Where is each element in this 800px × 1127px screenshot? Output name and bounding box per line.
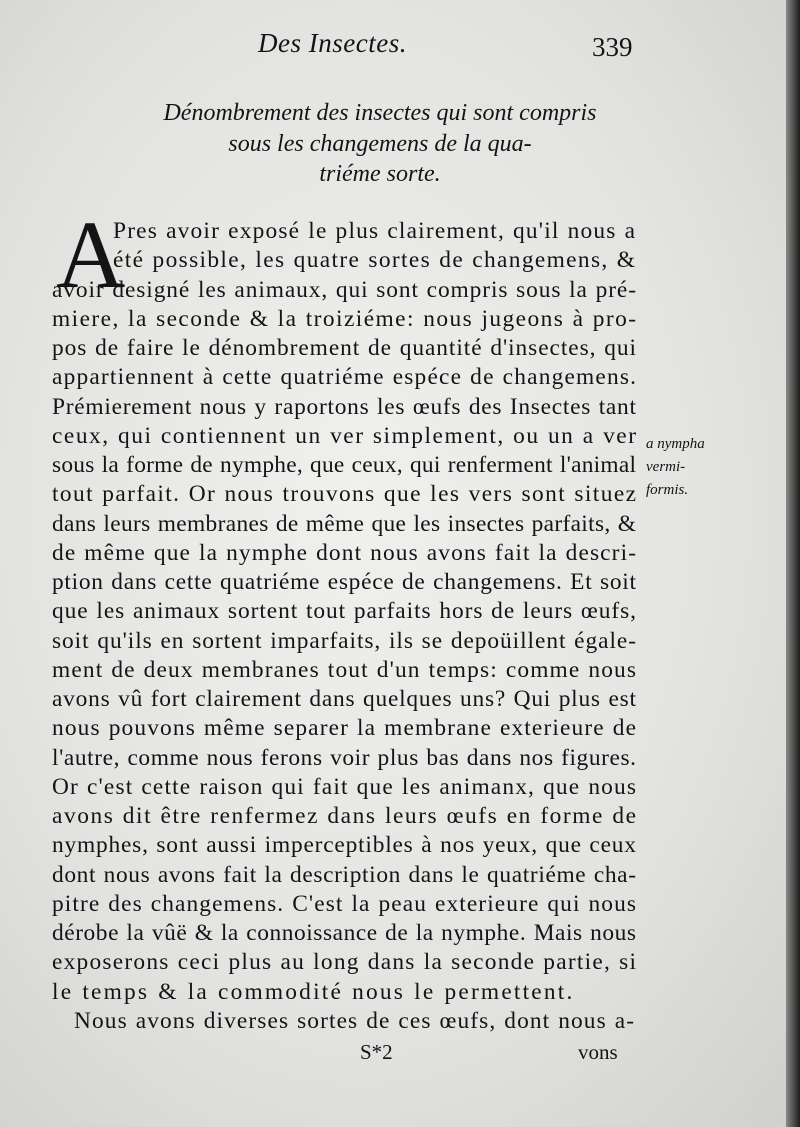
body-line: avons dit être renfermez dans leurs œufs en forme de — [52, 803, 638, 829]
binding-shadow — [786, 0, 800, 1127]
chapter-title-line-2: sous les changemens de la qua- — [228, 131, 532, 157]
catchword: vons — [578, 1040, 618, 1064]
body-line: Nous avons diverses sortes de ces œufs, dont nous a- — [74, 1007, 636, 1034]
body-line: nous pouvons même separer la membrane exterieure de — [52, 715, 638, 742]
body-line: miere, la seconde & la troiziéme: nous jugeons à pro- — [52, 305, 638, 332]
body-line: Prémierement nous y raportons les œufs des Insectes tant — [52, 393, 637, 420]
body-line: ment de deux membranes tout d'un temps: comme nous — [52, 656, 638, 683]
drop-cap: A — [56, 201, 126, 308]
body-line: soit qu'ils en sortent imparfaits, ils se depoüillent égale- — [52, 627, 637, 654]
body-line: appartiennent à cette quatriéme espéce de changemens. — [52, 364, 638, 391]
chapter-title-line-3: triéme sorte. — [319, 161, 441, 187]
signature-mark: S*2 — [360, 1040, 393, 1064]
body-line: pitre des changemens. C'est la peau exterieure qui nous — [52, 890, 638, 917]
body-line: nymphes, sont aussi imperceptibles à nos yeux, que ceux — [52, 832, 637, 859]
margin-note-line-1: a nympha — [646, 436, 705, 452]
body-line: de même que la nymphe dont nous avons fait la descri- — [52, 539, 638, 566]
body-line: avons vû fort clairement dans quelques uns? Qui plus est — [52, 686, 637, 712]
body-line: Or c'est cette raison qui fait que les animanx, que nous — [52, 773, 638, 800]
running-head: Des Insectes. — [258, 28, 407, 58]
body-line: l'autre, comme nous ferons voir plus bas dans nos figures. — [52, 744, 637, 771]
margin-note-line-3: formis. — [646, 482, 689, 498]
body-line: ption dans cette quatriéme espéce de changemens. Et soit — [52, 569, 637, 595]
chapter-title-line-1: Dénombrement des insectes qui sont compris — [163, 100, 597, 126]
body-line: avoir designé les animaux, qui sont compris sous la pré- — [52, 276, 637, 303]
body-line: dont nous avons fait la description dans le quatriéme cha- — [52, 861, 637, 888]
body-line: dérobe la vûë & la connoissance de la nymphe. Mais nous — [52, 920, 637, 946]
body-line: été possible, les quatre sortes de changemens, & — [113, 247, 637, 274]
body-line: tout parfait. Or nous trouvons que les vers sont situez — [52, 481, 638, 508]
body-line: ceux, qui contiennent un ver simplement, ou un a ver — [52, 422, 638, 449]
body-line: que les animaux sortent tout parfaits hors de leurs œufs, — [52, 598, 637, 625]
margin-note-line-2: vermi- — [646, 459, 686, 475]
page-number: 339 — [592, 32, 633, 62]
body-line: dans leurs membranes de même que les insectes parfaits, & — [52, 510, 637, 537]
body-line: pos de faire le dénombrement de quantité d'insectes, qui — [52, 335, 637, 361]
body-line: exposerons ceci plus au long dans la seconde partie, si — [52, 949, 638, 976]
body-line: Pres avoir exposé le plus clairement, qu'il nous a — [113, 218, 637, 244]
body-line: sous la forme de nymphe, que ceux, qui renferment l'animal — [52, 452, 637, 478]
body-line: le temps & la commodité nous le permettent. — [52, 978, 575, 1005]
